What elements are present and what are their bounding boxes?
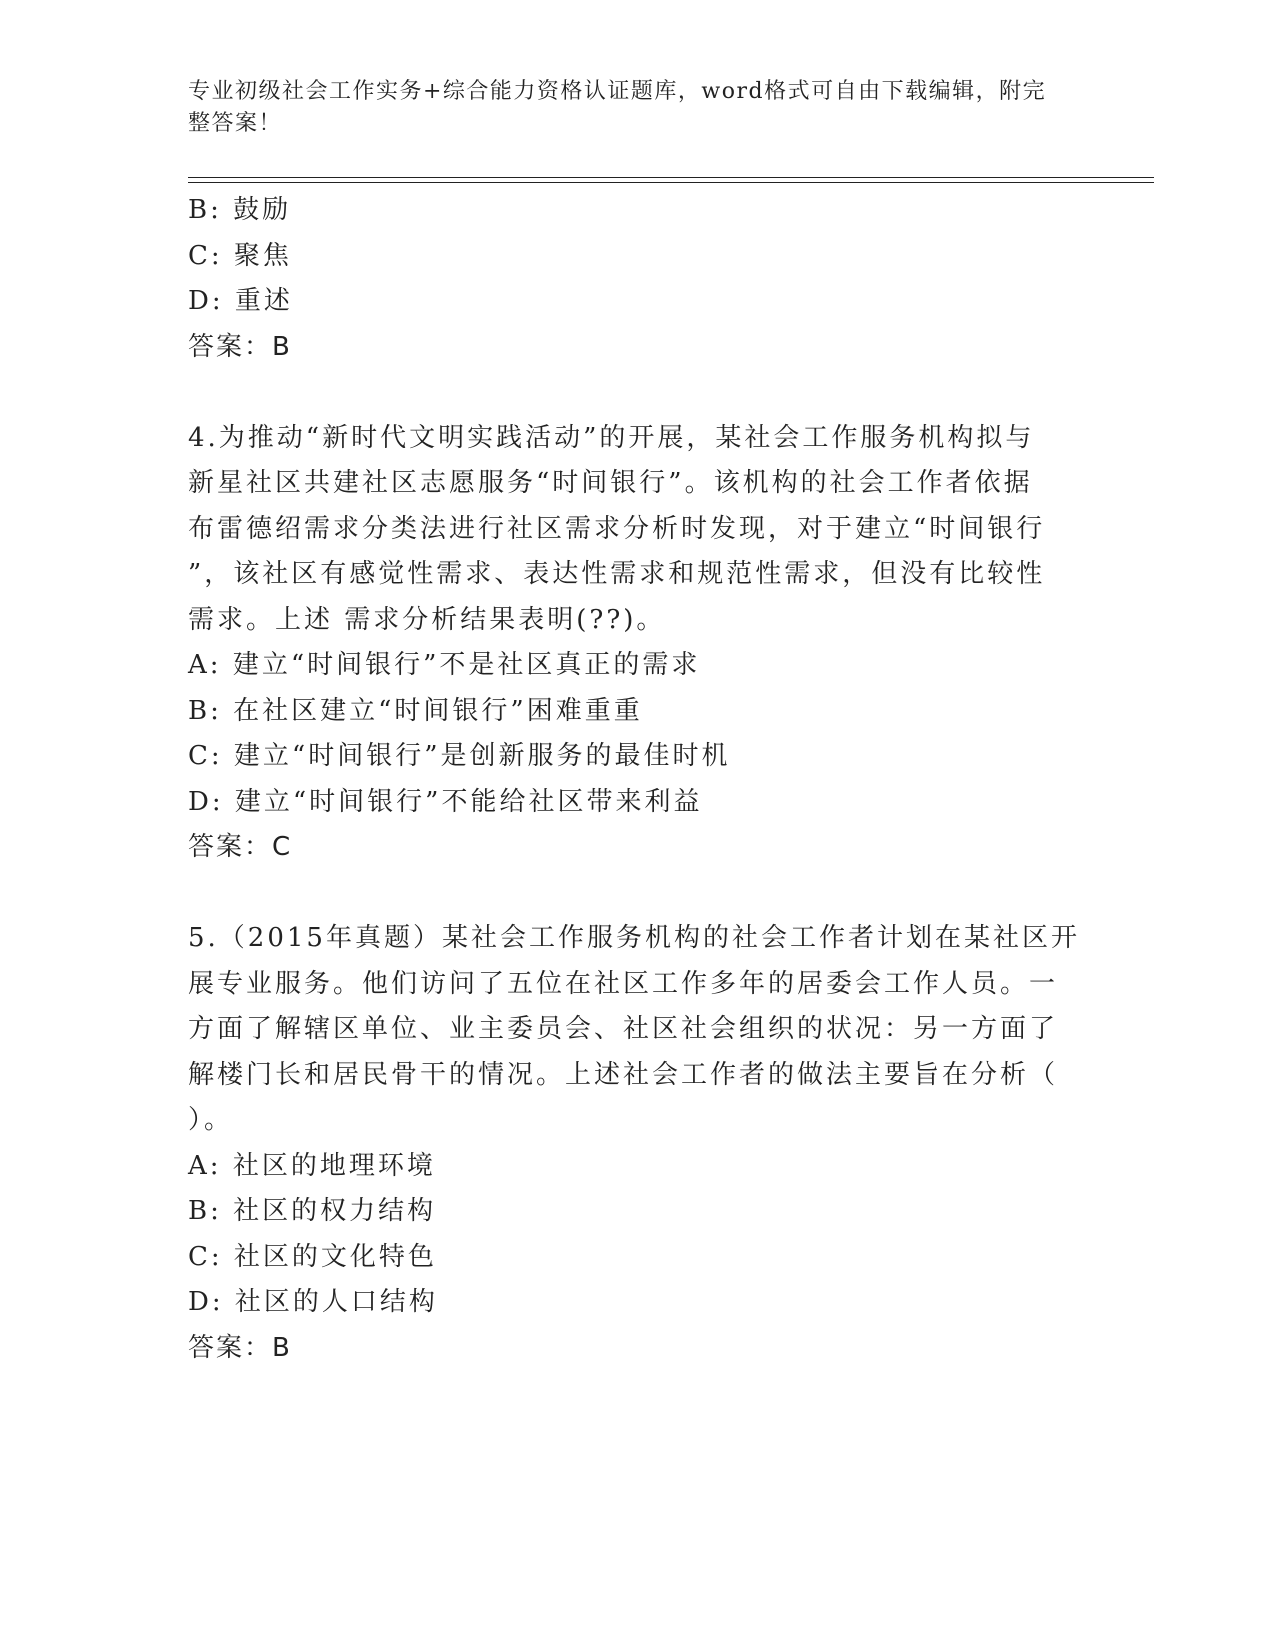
option-c [188, 1235, 1068, 1281]
option-text: 社区的人口结构 [234, 1287, 438, 1317]
option-text: 鼓励 [233, 195, 292, 225]
question-text-line: ）。 [188, 1105, 234, 1135]
option-text: 社区的地理环境 [232, 1150, 436, 1181]
document-header [188, 76, 1088, 140]
option-b [188, 689, 1068, 735]
answer-line: 答案：B [188, 1332, 292, 1363]
option-b [188, 188, 1068, 234]
option-label: B: [188, 695, 222, 726]
option-label: C: [188, 741, 223, 771]
option-text: 社区的文化特色 [233, 1241, 437, 1272]
option-text: 聚焦 [233, 240, 292, 271]
spacer [188, 370, 1068, 416]
option-text: 在社区建立“时间银行”困难重重 [233, 695, 643, 726]
question-text-line: 方面了解辖区单位、业主委员会、社区社会组织的状况：另一方面了 [188, 1014, 1059, 1044]
answer-line: 答案：B [188, 331, 292, 362]
option-text: 重述 [234, 286, 293, 316]
header-divider-top [188, 177, 1154, 178]
option-a [188, 643, 1068, 689]
option-label: C: [188, 1241, 223, 1272]
question-text-line: 需求。上述 需求分析结果表明(??)。 [188, 604, 666, 635]
option-label: A: [188, 1150, 222, 1181]
answer-line: 答案：C [188, 832, 293, 862]
question-text-line: ”，该社区有感觉性需求、表达性需求和规范性需求，但没有比较性 [188, 559, 1046, 589]
option-label: D: [188, 1287, 224, 1317]
option-d [188, 279, 1068, 325]
header-line-2: 整答案！ [188, 111, 283, 136]
question-text-line: 5.（2015年真题）某社会工作服务机构的社会工作者计划在某社区开 [188, 923, 1080, 953]
option-text: 建立“时间银行”不是社区真正的需求 [232, 650, 701, 680]
option-label: D: [188, 286, 224, 316]
option-label: D: [188, 786, 224, 817]
option-label: A: [188, 650, 222, 680]
option-c [188, 734, 1068, 780]
question-5 [188, 916, 1080, 1371]
option-c [188, 234, 1068, 280]
option-text: 建立“时间银行”是创新服务的最佳时机 [233, 741, 731, 771]
question-3-tail [188, 188, 1068, 370]
spacer [188, 871, 1068, 917]
question-text-line: 新星社区共建社区志愿服务“时间银行”。该机构的社会工作者依据 [188, 468, 1033, 498]
header-line-1: 专业初级社会工作实务+综合能力资格认证题库，word格式可自由下载编辑，附完 [188, 79, 1047, 104]
option-a [188, 1144, 1068, 1190]
question-text-line: 4.为推动“新时代文明实践活动”的开展，某社会工作服务机构拟与 [188, 422, 1035, 453]
option-d [188, 1280, 1068, 1326]
question-4 [188, 416, 1068, 871]
question-text-line: 布雷德绍需求分类法进行社区需求分析时发现，对于建立“时间银行 [188, 513, 1046, 544]
question-content [188, 188, 1080, 1371]
option-label: C: [188, 240, 223, 271]
question-text-line: 解楼门长和居民骨干的情况。上述社会工作者的做法主要旨在分析（ [188, 1059, 1059, 1090]
question-text-line: 展专业服务。他们访问了五位在社区工作多年的居委会工作人员。一 [188, 968, 1059, 999]
header-divider-bottom [188, 182, 1154, 183]
option-d [188, 780, 1068, 826]
option-text: 建立“时间银行”不能给社区带来利益 [234, 786, 703, 817]
option-label: B: [188, 1196, 222, 1226]
option-label: B: [188, 195, 222, 225]
option-text: 社区的权力结构 [233, 1196, 437, 1226]
option-b [188, 1189, 1068, 1235]
